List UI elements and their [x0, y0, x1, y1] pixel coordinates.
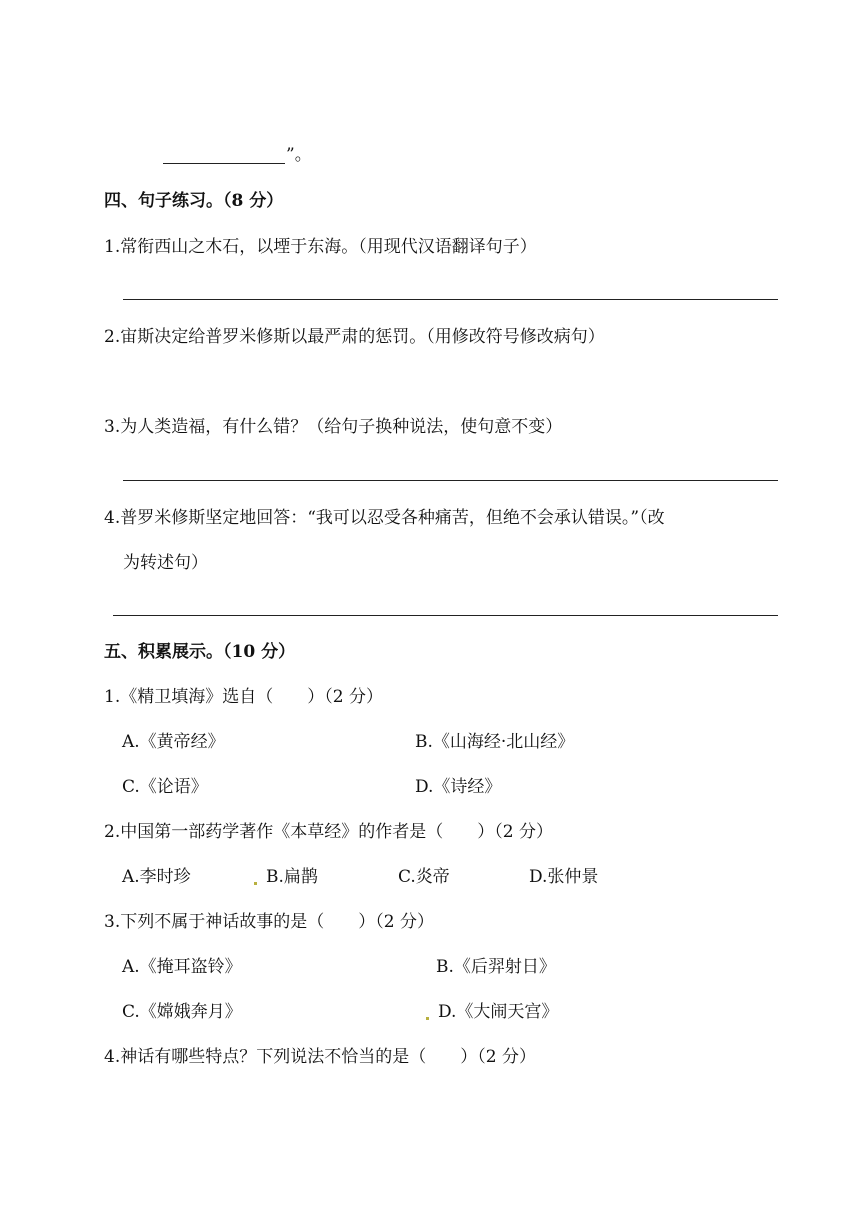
option-b: B.《后羿射日》: [436, 957, 556, 977]
option-c: C.《嫦娥奔月》: [122, 1002, 242, 1022]
option-d: D.《诗经》: [415, 777, 502, 797]
stray-mark: [426, 1017, 429, 1020]
option-b: B.扁鹊: [266, 867, 318, 887]
question-4-1: 1.常衔西山之木石，以堙于东海。（用现代汉语翻译句子）: [104, 237, 537, 257]
question-5-2: 2.中国第一部药学著作《本草经》的作者是（ ）（2 分）: [104, 822, 553, 842]
question-5-3: 3.下列不属于神话故事的是（ ）（2 分）: [104, 912, 434, 932]
question-4-2: 2.宙斯决定给普罗米修斯以最严肃的惩罚。（用修改符号修改病句）: [104, 327, 605, 347]
question-4-4-line2: 为转述句）: [123, 553, 208, 573]
section-5-heading: 五、积累展示。（10 分）: [104, 642, 296, 662]
option-a: A.《黄帝经》: [122, 732, 225, 752]
answer-blank-line: [163, 163, 285, 164]
question-4-4-line1: 4.普罗米修斯坚定地回答：“我可以忍受各种痛苦，但绝不会承认错误。”（改: [104, 508, 665, 528]
answer-line: [123, 480, 778, 481]
option-a: A.《掩耳盗铃》: [122, 957, 242, 977]
question-5-4: 4.神话有哪些特点？下列说法不恰当的是（ ）（2 分）: [104, 1047, 536, 1067]
stray-mark: [254, 882, 257, 885]
answer-line: [123, 299, 778, 300]
option-c: C.炎帝: [398, 867, 450, 887]
option-d: D.《大闹天宫》: [438, 1002, 559, 1022]
section-4-heading: 四、句子练习。（8 分）: [104, 191, 284, 211]
answer-line: [113, 615, 778, 616]
option-c: C.《论语》: [122, 777, 208, 797]
option-b: B.《山海经·北山经》: [415, 732, 575, 752]
option-d: D.张仲景: [529, 867, 599, 887]
question-4-3: 3.为人类造福，有什么错？（给句子换种说法，使句意不变）: [104, 417, 563, 437]
option-a: A.李时珍: [122, 867, 191, 887]
closing-quote-text: ”。: [286, 145, 312, 165]
question-5-1: 1.《精卫填海》选自（ ）（2 分）: [104, 687, 383, 707]
